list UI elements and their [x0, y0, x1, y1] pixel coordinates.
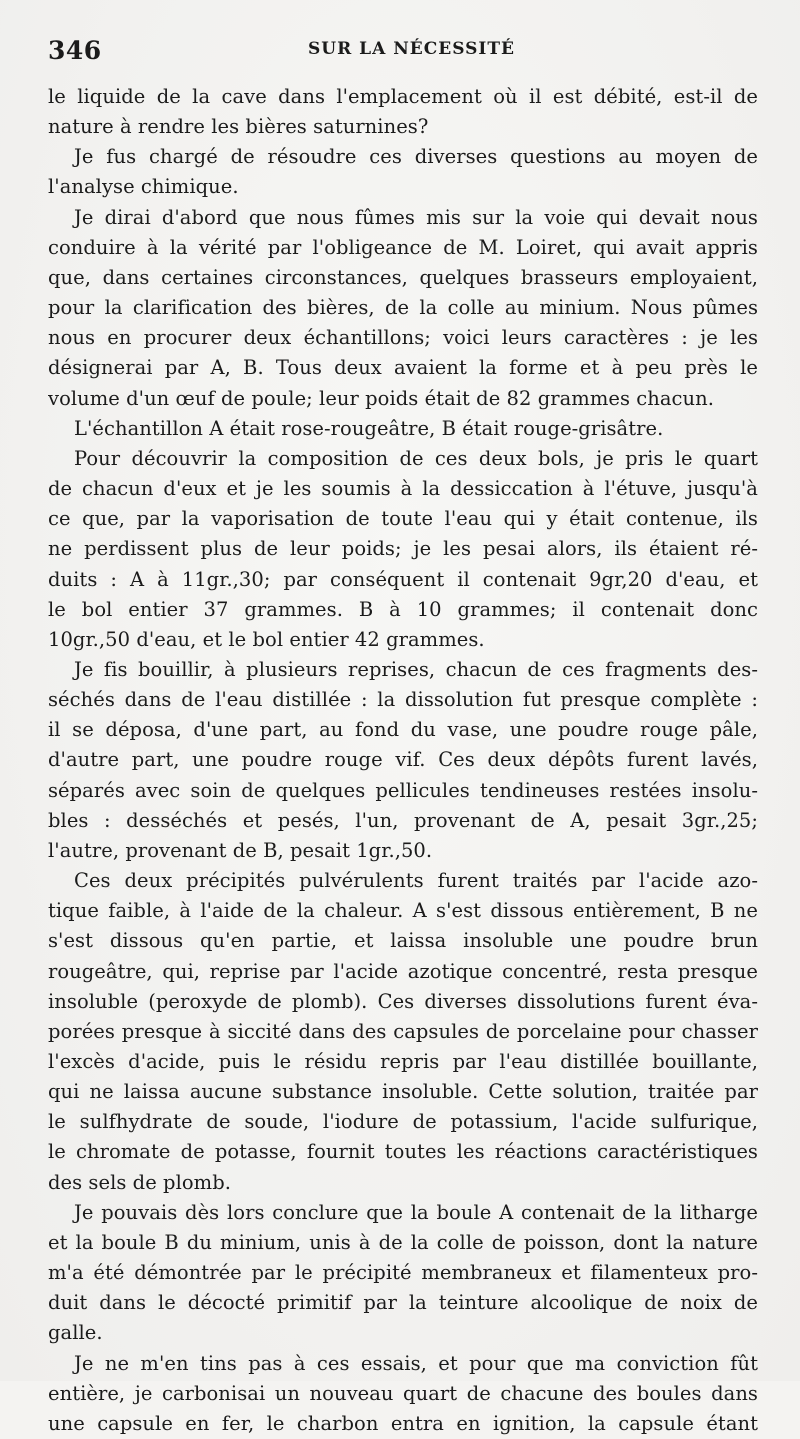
text-line: le chromate de potasse, fournit toutes les réactions caractéristiques [48, 1140, 758, 1164]
text-line: de chacun d'eux et je les soumis à la dessiccation à l'étuve, jusqu'à [48, 477, 758, 501]
text-line: conduire à la vérité par l'obligeance de M. Loiret, qui avait appris [48, 235, 758, 259]
text-line: porées presque à siccité dans des capsules de porcelaine pour chasser [48, 1019, 758, 1043]
text-line: le bol entier 37 grammes. B à 10 grammes; il contenait donc [48, 597, 758, 621]
text-line: tique faible, à l'aide de la chaleur. A s'est dissous entièrement, B ne [48, 899, 758, 923]
page-number: 346 [48, 36, 102, 65]
text-line: rougeâtre, qui, reprise par l'acide azotique concentré, resta presque [48, 959, 758, 983]
text-line: le liquide de la cave dans l'emplacement où il est débité, est-il de [48, 85, 758, 108]
text-line: pour la clarification des bières, de la colle au minium. Nous pûmes [48, 296, 758, 320]
text-line: l'excès d'acide, puis le résidu repris par l'eau distillée bouillante, [48, 1050, 758, 1073]
page-header [48, 36, 758, 70]
text-line: l'autre, provenant de B, pesait 1gr.,50. [48, 838, 433, 862]
body-text [48, 82, 758, 1439]
text-line: Pour découvrir la composition de ces deux bols, je pris le quart [74, 446, 758, 470]
text-line: ce que, par la vaporisation de toute l'eau qui y était contenue, ils [48, 507, 758, 531]
text-line: L'échantillon A était rose-rougeâtre, B était rouge-grisâtre. [74, 416, 664, 440]
text-line: que, dans certaines circonstances, quelques brasseurs employaient, [48, 265, 758, 289]
text-line: une capsule en fer, le charbon entra en ignition, la capsule étant [48, 1411, 758, 1435]
text-line: s'est dissous qu'en partie, et laissa insoluble une poudre brun [48, 929, 758, 953]
text-line: nous en procurer deux échantillons; voici leurs caractères : je les [48, 326, 758, 350]
text-line: l'analyse chimique. [48, 175, 239, 199]
text-line: entière, je carbonisai un nouveau quart de chacune des boules dans [48, 1381, 758, 1405]
text-line: d'autre part, une poudre rouge vif. Ces deux dépôts furent lavés, [48, 748, 758, 772]
text-line: nature à rendre les bières saturnines? [48, 115, 429, 139]
text-line: ne perdissent plus de leur poids; je les pesai alors, ils étaient ré- [48, 537, 758, 561]
text-line: Je fus chargé de résoudre ces diverses questions au moyen de [74, 145, 758, 169]
running-title: SUR LA NÉCESSITÉ [308, 39, 515, 59]
text-line: Je fis bouillir, à plusieurs reprises, chacun de ces fragments des- [74, 657, 758, 681]
text-line: qui ne laissa aucune substance insoluble. Cette solution, traitée par [48, 1080, 758, 1104]
text-line: Ces deux précipités pulvérulents furent traités par l'acide azo- [74, 869, 758, 893]
text-line: des sels de plomb. [48, 1170, 231, 1194]
text-line: duits : A à 11gr.,30; par conséquent il contenait 9gr,20 d'eau, et [48, 567, 758, 591]
text-line: insoluble (peroxyde de plomb). Ces diverses dissolutions furent éva- [48, 989, 758, 1013]
text-line: séparés avec soin de quelques pellicules tendineuses restées insolu- [48, 778, 758, 802]
text-line: duit dans le décocté primitif par la teinture alcoolique de noix de [48, 1291, 758, 1315]
text-line: Je pouvais dès lors conclure que la boule A contenait de la litharge [74, 1200, 758, 1224]
text-line: il se déposa, d'une part, au fond du vase, une poudre rouge pâle, [48, 718, 758, 742]
text-line: séchés dans de l'eau distillée : la dissolution fut presque complète : [48, 688, 758, 712]
text-line: bles : desséchés et pesés, l'un, provenant de A, pesait 3gr.,25; [48, 808, 758, 832]
text-line: galle. [48, 1321, 103, 1345]
text-line: et la boule B du minium, unis à de la colle de poisson, dont la nature [48, 1230, 758, 1254]
text-line: désignerai par A, B. Tous deux avaient la forme et à peu près le [48, 356, 758, 380]
text-line: le sulfhydrate de soude, l'iodure de potassium, l'acide sulfurique, [48, 1110, 758, 1134]
text-line: m'a été démontrée par le précipité membraneux et filamenteux pro- [48, 1261, 758, 1285]
text-line: volume d'un œuf de poule; leur poids était de 82 grammes chacun. [48, 386, 714, 410]
text-line: Je ne m'en tins pas à ces essais, et pour que ma conviction fût [74, 1351, 758, 1375]
text-line: Je dirai d'abord que nous fûmes mis sur la voie qui devait nous [74, 205, 758, 229]
text-line: 10gr.,50 d'eau, et le bol entier 42 grammes. [48, 627, 485, 651]
